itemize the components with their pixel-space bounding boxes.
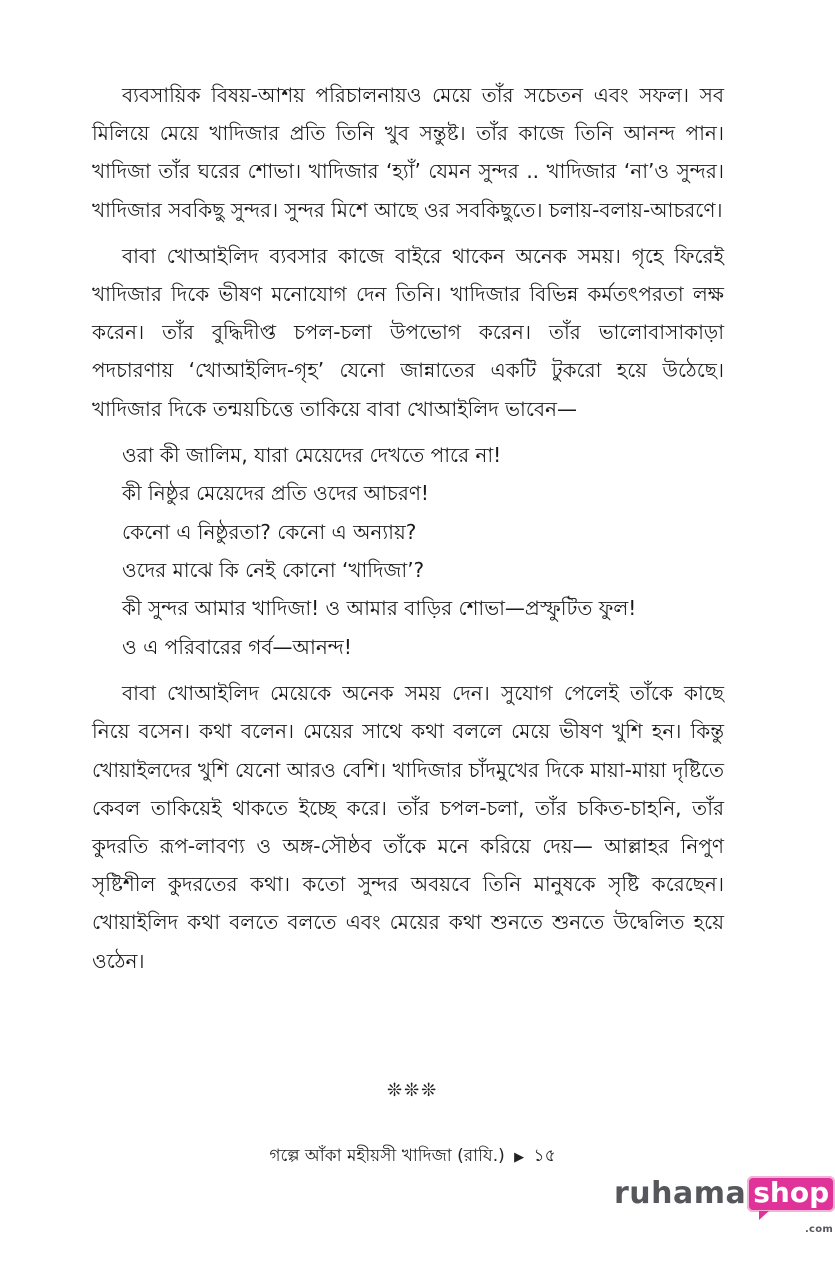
page-content [92,76,724,980]
page-footer [0,1143,825,1171]
verse-line: ওরা কী জালিম, যারা মেয়েদের দেখতে পারে না! [122,442,502,467]
body-paragraph: ব্যবসায়িক বিষয়-আশয় পরিচালনায়ও মেয়ে তাঁর সচেতন এবং সফল। সব মিলিয়ে মেয়ে খাদিজার প্রতি তিনি খুব সন্তুষ্ট। তাঁর কাজে তিনি আনন্দ পান। খাদিজা তাঁর ঘরের শোভা। খাদিজার ‘হ্যাঁ’ যেমন সুন্দর .. খাদিজার ‘না’ও সুন্দর। খাদিজার সবকিছু সুন্দর। সুন্দর মিশে আছে ওর সবকিছুতে। চলায়-বলায়-আচরণে। [92,83,724,222]
verse-line: ওদের মাঝে কি নেই কোনো ‘খাদিজা’? [122,558,425,583]
book-title: গল্পে আঁকা মহীয়সী খাদিজা (রাযি.) [269,1146,505,1166]
verse-block [92,436,724,666]
logo-domain-text: .com [804,1224,834,1235]
body-paragraph: বাবা খোআইলিদ মেয়েকে অনেক সময় দেন। সুযোগ পেলেই তাঁকে কাছে নিয়ে বসেন। কথা বলেন। মেয়ের সাথে কথা বললে মেয়ে ভীষণ খুশি হন। কিন্তু খোয়াইলদের খুশি যেনো আরও বেশি। খাদিজার চাঁদমুখের দিকে মায়া-মায়া দৃষ্টিতে কেবল তাকিয়েই থাকতে ইচ্ছে করে। তাঁর চপল-চলা, তাঁর চকিত-চাহনি, তাঁর কুদরতি রূপ-লাবণ্য ও অঙ্গ-সৌষ্ঠব তাঁকে মনে করিয়ে দেয়— আল্লাহর নিপুণ সৃষ্টিশীল কুদরতের কথা। কতো সুন্দর অবয়বে তিনি মানুষকে সৃষ্টি করেছেন। খোয়াইলিদ কথা বলতে বলতে এবং মেয়ের কথা শুনতে শুনতে উদ্বেলিত হয়ে ওঠেন। [92,681,724,973]
body-paragraph: বাবা খোআইলিদ ব্যবসার কাজে বাইরে থাকেন অনেক সময়। গৃহে ফিরেই খাদিজার দিকে ভীষণ মনোযোগ দেন তিনি। খাদিজার বিভিন্ন কর্মতৎপরতা লক্ষ করেন। তাঁর বুদ্ধিদীপ্ত চপল-চলা উপভোগ করেন। তাঁর ভালোবাসাকাড়া পদচারণায় ‘খোআইলিদ-গৃহ’ যেনো জান্নাতের একটি টুকরো হয়ে উঠেছে। খাদিজার দিকে তন্ময়চিত্তে তাকিয়ে বাবা খোআইলিদ ভাবেন— [92,243,724,421]
verse-line: কেনো এ নিষ্ঠুরতা? কেনো এ অন্যায়? [122,519,417,544]
page-number: ১৫ [533,1146,556,1166]
logo-brand-text: ruhama [614,1176,747,1211]
logo-badge-text: shop [753,1176,830,1209]
play-right-icon: ▶ [514,1150,525,1165]
verse-line: কী নিষ্ঠুর মেয়েদের প্রতি ওদের আচরণ! [122,481,429,506]
ruhamashop-logo [614,1176,835,1235]
logo-badge [747,1176,835,1235]
section-separator: ❊❊❊ [386,1080,439,1101]
verse-line: ও এ পরিবারের গর্ব—আনন্দ! [122,634,352,659]
verse-line: কী সুন্দর আমার খাদিজা! ও আমার বাড়ির শোভা—প্রস্ফুটিত ফুল! [122,596,637,621]
